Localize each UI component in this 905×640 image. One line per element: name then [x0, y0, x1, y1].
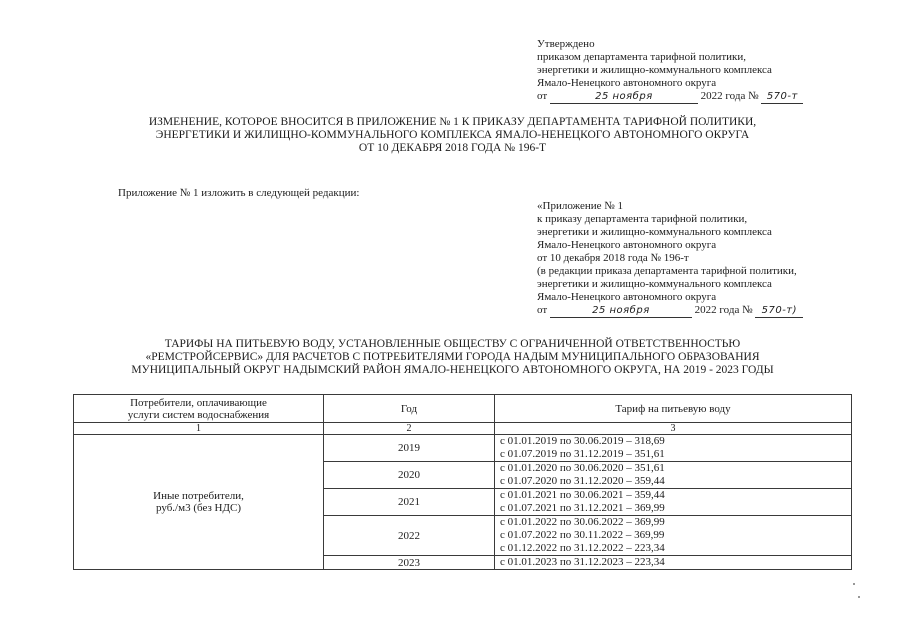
approval-line: Утверждено: [537, 38, 595, 50]
column-number-row: [74, 423, 852, 435]
rate-line: с 01.07.2021 по 31.12.2021 – 369,99: [500, 502, 665, 514]
intro-text: Приложение № 1 изложить в следующей редакции:: [118, 187, 360, 199]
rate-line: с 01.01.2020 по 30.06.2020 – 351,61: [500, 462, 665, 474]
appendix-block: [537, 200, 803, 318]
year-cell: 2020: [324, 462, 495, 489]
approval-handwritten-number: 570-т: [766, 91, 798, 102]
appendix-line: «Приложение № 1: [537, 200, 624, 212]
consumer-cell: [74, 435, 324, 570]
appendix-date-suffix: 2022 года №: [694, 304, 753, 316]
approval-date-field: [550, 90, 698, 104]
rate-line: с 01.12.2022 по 31.12.2022 – 223,34: [500, 542, 665, 554]
rate-cell: [495, 435, 852, 462]
year-cell: 2021: [324, 489, 495, 516]
rate-line: с 01.01.2023 по 31.12.2023 – 223,34: [500, 556, 665, 568]
approval-block: [537, 38, 803, 104]
rate-line: с 01.01.2021 по 30.06.2021 – 359,44: [500, 489, 665, 501]
title-line: ЭНЕРГЕТИКИ И ЖИЛИЩНО-КОММУНАЛЬНОГО КОМПЛЕКСА ЯМАЛО-НЕНЕЦКОГО АВТОНОМНОГО ОКРУГА: [155, 129, 750, 141]
approval-date-line: [537, 90, 803, 104]
appendix-line: Ямало-Ненецкого автономного округа: [537, 291, 717, 303]
appendix-date-field: [550, 304, 692, 318]
tariff-title-line: «РЕМСТРОЙСЕРВИС» ДЛЯ РАСЧЕТОВ С ПОТРЕБИТЕЛЯМИ ГОРОДА НАДЫМ МУНИЦИПАЛЬНОГО ОБРАЗОВАНИЯ: [145, 351, 760, 363]
year-cell: 2022: [324, 516, 495, 556]
table-header-row: [74, 395, 852, 423]
rate-cell: [495, 516, 852, 556]
approval-line: Ямало-Ненецкого автономного округа: [537, 77, 717, 89]
consumer-line: Иные потребители,: [153, 490, 244, 502]
title-line: ИЗМЕНЕНИЕ, КОТОРОЕ ВНОСИТСЯ В ПРИЛОЖЕНИЕ № 1 К ПРИКАЗУ ДЕПАРТАМЕНТА ТАРИФНОЙ ПОЛИТИКИ,: [148, 116, 757, 128]
rate-cell: [495, 489, 852, 516]
table-row: [74, 435, 852, 462]
rate-cell: [495, 556, 852, 570]
rate-line: с 01.07.2022 по 30.11.2022 – 369,99: [500, 529, 665, 541]
appendix-date-line: [537, 304, 803, 318]
appendix-line: Ямало-Ненецкого автономного округа: [537, 239, 717, 251]
column-number: 3: [495, 423, 852, 435]
year-cell: 2023: [324, 556, 495, 570]
scan-speck: [858, 596, 860, 598]
tariff-title-line: МУНИЦИПАЛЬНЫЙ ОКРУГ НАДЫМСКИЙ РАЙОН ЯМАЛО-НЕНЕЦКОГО АВТОНОМНОГО ОКРУГА, НА 2019 - 2023 ГОДЫ: [131, 364, 774, 376]
header-consumers-line: услуги систем водоснабжения: [127, 408, 270, 421]
rate-line: с 01.01.2022 по 30.06.2022 – 369,99: [500, 516, 665, 528]
tariff-title-line: ТАРИФЫ НА ПИТЬЕВУЮ ВОДУ, УСТАНОВЛЕННЫЕ ОБЩЕСТВУ С ОГРАНИЧЕННОЙ ОТВЕТСТВЕННОСТЬЮ: [164, 338, 741, 350]
title-line: ОТ 10 ДЕКАБРЯ 2018 ГОДА № 196-Т: [358, 142, 547, 154]
tariff-title: [0, 338, 905, 377]
document-title: [0, 116, 905, 155]
column-number: 1: [74, 423, 324, 435]
rate-line: с 01.01.2019 по 30.06.2019 – 318,69: [500, 435, 665, 447]
approval-line: приказом департамента тарифной политики,: [537, 51, 746, 63]
year-cell: 2019: [324, 435, 495, 462]
header-year: Год: [324, 395, 495, 423]
approval-date-suffix: 2022 года №: [700, 90, 759, 102]
appendix-line: (в редакции приказа департамента тарифной политики,: [537, 265, 797, 277]
appendix-handwritten-date: 25 ноября: [592, 305, 650, 316]
header-consumers-line: Потребители, оплачивающие: [130, 396, 267, 409]
appendix-line: от 10 декабря 2018 года № 196-т: [537, 252, 689, 264]
consumer-line: руб./м3 (без НДС): [156, 502, 241, 514]
appendix-line: к приказу департамента тарифной политики,: [537, 213, 748, 225]
approval-handwritten-date: 25 ноября: [595, 91, 653, 102]
appendix-line: энергетики и жилищно-коммунального комплекса: [537, 226, 772, 238]
tariff-table: [73, 394, 852, 570]
column-number: 2: [324, 423, 495, 435]
approval-date-prefix: от: [537, 90, 548, 102]
appendix-handwritten-number: 570-т): [761, 305, 798, 316]
rate-cell: [495, 462, 852, 489]
rate-line: с 01.07.2019 по 31.12.2019 – 351,61: [500, 448, 665, 460]
approval-number-field: [761, 90, 803, 104]
appendix-number-field: [755, 304, 803, 318]
scan-speck: [853, 583, 855, 585]
appendix-date-prefix: от: [537, 304, 548, 316]
approval-line: энергетики и жилищно-коммунального комплекса: [537, 64, 772, 76]
header-tariff: Тариф на питьевую воду: [495, 395, 852, 423]
header-consumers: [74, 395, 324, 423]
appendix-line: энергетики и жилищно-коммунального комплекса: [537, 278, 772, 290]
rate-line: с 01.07.2020 по 31.12.2020 – 359,44: [500, 475, 665, 487]
